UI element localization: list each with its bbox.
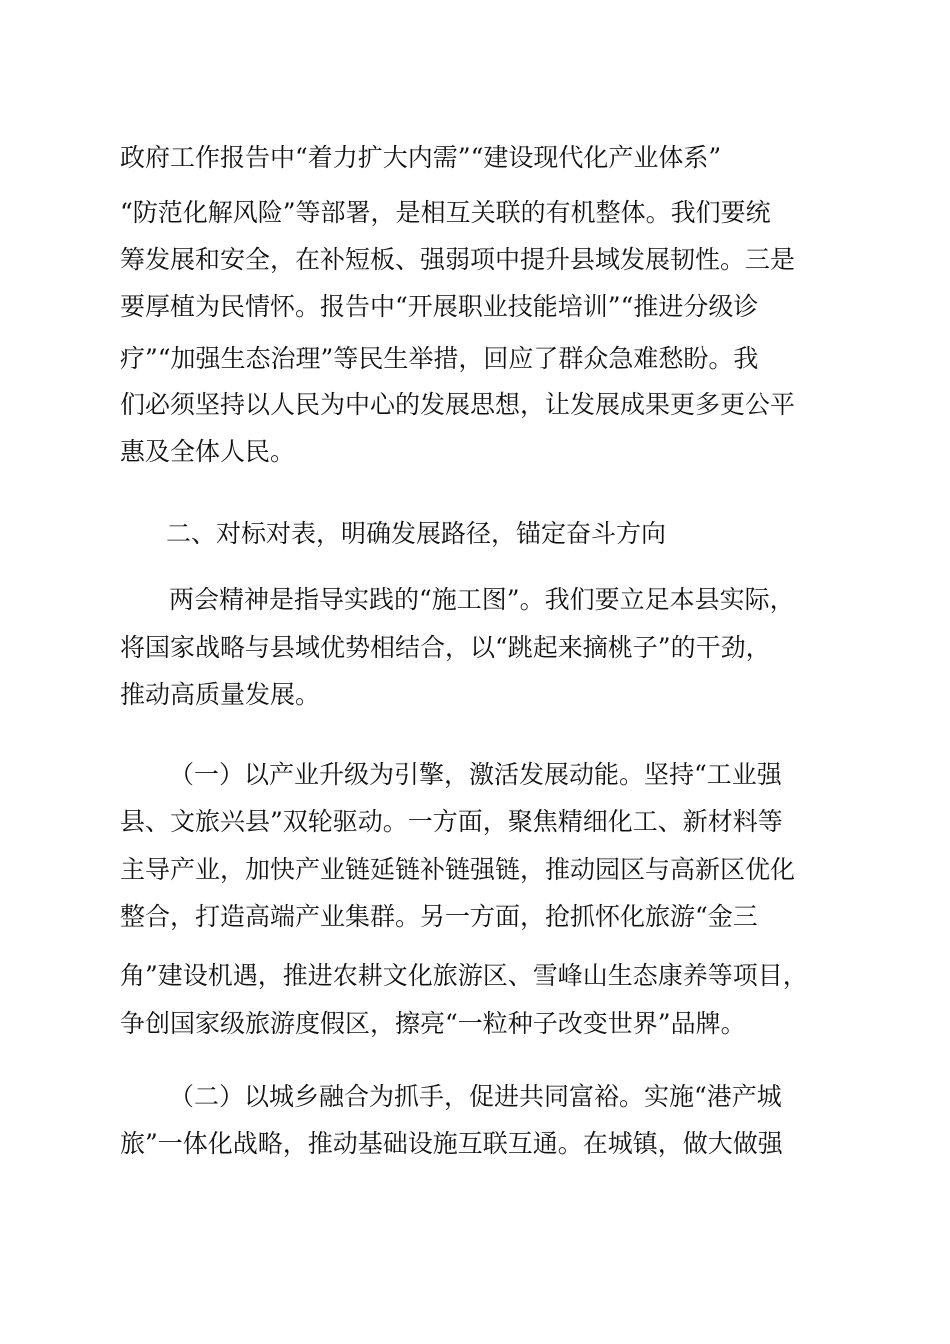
- text-line: 角”建设机遇，推进农耕文化旅游区、雪峰山生态康养等项目，: [120, 961, 808, 990]
- text-line: 惠及全体人民。: [120, 437, 296, 466]
- text-line: 整合，打造高端产业集群。另一方面，抢抓怀化旅游“金三: [120, 902, 758, 931]
- text-line: 要厚植为民情怀。报告中“开展职业技能培训”“推进分级诊: [120, 292, 759, 321]
- section-heading: 二、对标对表，明确发展路径，锚定奋斗方向: [166, 519, 667, 548]
- text-line: 争创国家级旅游度假区，擦亮“一粒种子改变世界”品牌。: [120, 1009, 746, 1038]
- text-line: 两会精神是指导实践的“施工图”。我们要立足本县实际，: [169, 585, 795, 614]
- text-line: 县、文旅兴县”双轮驱动。一方面，聚焦精细化工、新材料等: [120, 807, 783, 836]
- text-line: 政府工作报告中“着力扩大内需”“建设现代化产业体系”: [120, 143, 722, 172]
- text-line: 筹发展和安全，在补短板、强弱项中提升县域发展韧性。三是: [120, 245, 796, 274]
- text-line: （一）以产业升级为引擎，激活发展动能。坚持“工业强: [169, 760, 782, 789]
- text-line: （二）以城乡融合为抓手，促进共同富裕。实施“港产城: [169, 1082, 782, 1111]
- text-line: 推动高质量发展。: [120, 680, 321, 709]
- text-line: 旅”一体化战略，推动基础设施互联互通。在城镇，做大做强: [120, 1129, 783, 1158]
- text-line: 疗”“加强生态治理”等民生举措，回应了群众急难愁盼。我: [120, 344, 759, 373]
- text-line: 们必须坚持以人民为中心的发展思想，让发展成果更多更公平: [120, 390, 796, 419]
- text-line: 将国家战略与县域优势相结合，以“跳起来摘桃子”的干劲，: [120, 633, 771, 662]
- text-line: “防范化解风险”等部署，是相互关联的有机整体。我们要统: [120, 198, 771, 227]
- text-line: 主导产业，加快产业链延链补链强链，推动园区与高新区优化: [120, 855, 796, 884]
